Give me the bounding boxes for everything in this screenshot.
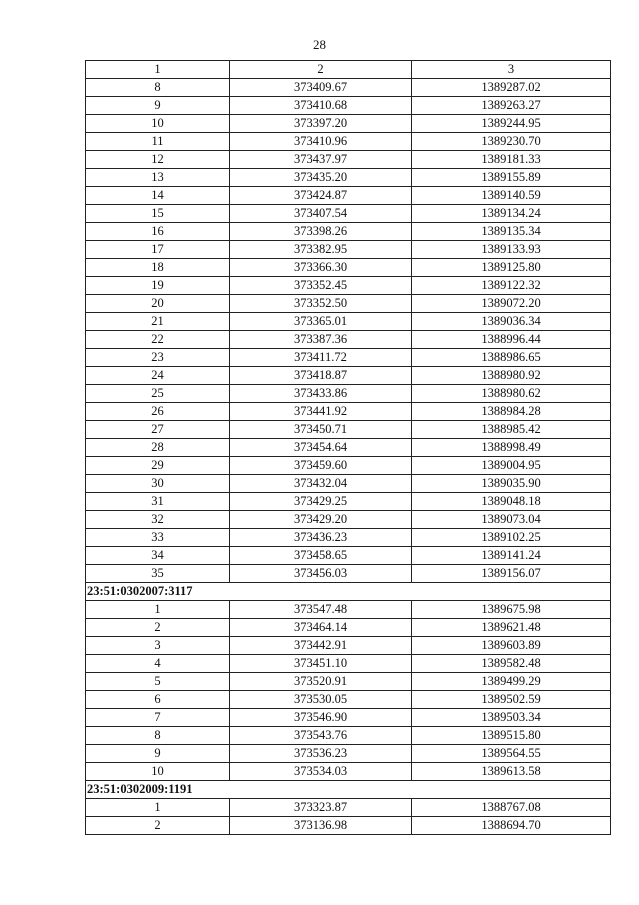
point-number-cell: 32 [86,511,230,529]
y-coordinate-cell: 1389603.89 [412,637,611,655]
x-coordinate-cell: 373429.20 [230,511,412,529]
x-coordinate-cell: 373543.76 [230,727,412,745]
point-number-cell: 11 [86,133,230,151]
y-coordinate-cell: 1389502.59 [412,691,611,709]
y-coordinate-cell: 1388694.70 [412,817,611,835]
point-number-cell: 9 [86,745,230,763]
column-header-y: 3 [412,61,611,79]
x-coordinate-cell: 373382.95 [230,241,412,259]
point-number-cell: 10 [86,763,230,781]
y-coordinate-cell: 1389582.48 [412,655,611,673]
y-coordinate-cell: 1389004.95 [412,457,611,475]
x-coordinate-cell: 373418.87 [230,367,412,385]
table-row [86,673,611,691]
x-coordinate-cell: 373424.87 [230,187,412,205]
point-number-cell: 12 [86,151,230,169]
y-coordinate-cell: 1388986.65 [412,349,611,367]
point-number-cell: 27 [86,421,230,439]
point-number-cell: 17 [86,241,230,259]
point-number-cell: 26 [86,403,230,421]
x-coordinate-cell: 373536.23 [230,745,412,763]
y-coordinate-cell: 1389244.95 [412,115,611,133]
x-coordinate-cell: 373411.72 [230,349,412,367]
y-coordinate-cell: 1389675.98 [412,601,611,619]
y-coordinate-cell: 1389564.55 [412,745,611,763]
table-row [86,403,611,421]
y-coordinate-cell: 1389135.34 [412,223,611,241]
x-coordinate-cell: 373407.54 [230,205,412,223]
table-row [86,493,611,511]
x-coordinate-cell: 373387.36 [230,331,412,349]
x-coordinate-cell: 373464.14 [230,619,412,637]
point-number-cell: 8 [86,727,230,745]
table-row [86,691,611,709]
table-row [86,601,611,619]
point-number-cell: 2 [86,817,230,835]
point-number-cell: 3 [86,637,230,655]
table-row [86,97,611,115]
y-coordinate-cell: 1389102.25 [412,529,611,547]
y-coordinate-cell: 1389125.80 [412,259,611,277]
coordinates-table [85,60,611,835]
y-coordinate-cell: 1389134.24 [412,205,611,223]
y-coordinate-cell: 1389263.27 [412,97,611,115]
x-coordinate-cell: 373451.10 [230,655,412,673]
y-coordinate-cell: 1388985.42 [412,421,611,439]
x-coordinate-cell: 373534.03 [230,763,412,781]
x-coordinate-cell: 373352.45 [230,277,412,295]
point-number-cell: 33 [86,529,230,547]
y-coordinate-cell: 1389613.58 [412,763,611,781]
table-row [86,439,611,457]
table-row [86,331,611,349]
table-row [86,205,611,223]
cadastral-number-label: 23:51:0302007:3117 [86,583,611,601]
x-coordinate-cell: 373433.86 [230,385,412,403]
point-number-cell: 24 [86,367,230,385]
table-section-row [86,583,611,601]
y-coordinate-cell: 1388996.44 [412,331,611,349]
table-row [86,223,611,241]
x-coordinate-cell: 373397.20 [230,115,412,133]
x-coordinate-cell: 373323.87 [230,799,412,817]
point-number-cell: 8 [86,79,230,97]
table-row [86,115,611,133]
x-coordinate-cell: 373435.20 [230,169,412,187]
point-number-cell: 14 [86,187,230,205]
table-row [86,619,611,637]
point-number-cell: 1 [86,799,230,817]
y-coordinate-cell: 1389036.34 [412,313,611,331]
x-coordinate-cell: 373459.60 [230,457,412,475]
x-coordinate-cell: 373456.03 [230,565,412,583]
table-row [86,817,611,835]
point-number-cell: 13 [86,169,230,187]
y-coordinate-cell: 1389287.02 [412,79,611,97]
table-row [86,295,611,313]
table-row [86,421,611,439]
y-coordinate-cell: 1388767.08 [412,799,611,817]
table-row [86,169,611,187]
x-coordinate-cell: 373546.90 [230,709,412,727]
table-header-row [86,61,611,79]
y-coordinate-cell: 1389072.20 [412,295,611,313]
y-coordinate-cell: 1389515.80 [412,727,611,745]
coordinates-table-body [86,61,611,835]
point-number-cell: 19 [86,277,230,295]
point-number-cell: 15 [86,205,230,223]
table-row [86,79,611,97]
table-row [86,799,611,817]
y-coordinate-cell: 1389140.59 [412,187,611,205]
point-number-cell: 28 [86,439,230,457]
point-number-cell: 2 [86,619,230,637]
point-number-cell: 25 [86,385,230,403]
table-row [86,133,611,151]
table-row [86,457,611,475]
table-row [86,349,611,367]
point-number-cell: 6 [86,691,230,709]
point-number-cell: 30 [86,475,230,493]
y-coordinate-cell: 1388980.62 [412,385,611,403]
table-row [86,151,611,169]
x-coordinate-cell: 373450.71 [230,421,412,439]
x-coordinate-cell: 373442.91 [230,637,412,655]
table-row [86,763,611,781]
point-number-cell: 22 [86,331,230,349]
x-coordinate-cell: 373432.04 [230,475,412,493]
point-number-cell: 1 [86,601,230,619]
table-row [86,367,611,385]
x-coordinate-cell: 373365.01 [230,313,412,331]
x-coordinate-cell: 373136.98 [230,817,412,835]
point-number-cell: 31 [86,493,230,511]
x-coordinate-cell: 373520.91 [230,673,412,691]
column-header-number: 1 [86,61,230,79]
x-coordinate-cell: 373454.64 [230,439,412,457]
x-coordinate-cell: 373436.23 [230,529,412,547]
x-coordinate-cell: 373441.92 [230,403,412,421]
table-row [86,511,611,529]
x-coordinate-cell: 373410.68 [230,97,412,115]
table-row [86,187,611,205]
y-coordinate-cell: 1389621.48 [412,619,611,637]
y-coordinate-cell: 1389133.93 [412,241,611,259]
x-coordinate-cell: 373429.25 [230,493,412,511]
x-coordinate-cell: 373410.96 [230,133,412,151]
table-row [86,709,611,727]
x-coordinate-cell: 373530.05 [230,691,412,709]
y-coordinate-cell: 1389156.07 [412,565,611,583]
point-number-cell: 18 [86,259,230,277]
table-row [86,565,611,583]
table-row [86,313,611,331]
table-row [86,745,611,763]
y-coordinate-cell: 1388984.28 [412,403,611,421]
point-number-cell: 20 [86,295,230,313]
point-number-cell: 9 [86,97,230,115]
y-coordinate-cell: 1388980.92 [412,367,611,385]
table-row [86,727,611,745]
page-number: 28 [313,37,326,52]
point-number-cell: 21 [86,313,230,331]
table-row [86,241,611,259]
table-row [86,385,611,403]
x-coordinate-cell: 373409.67 [230,79,412,97]
point-number-cell: 29 [86,457,230,475]
x-coordinate-cell: 373398.26 [230,223,412,241]
point-number-cell: 5 [86,673,230,691]
x-coordinate-cell: 373437.97 [230,151,412,169]
point-number-cell: 16 [86,223,230,241]
y-coordinate-cell: 1389499.29 [412,673,611,691]
table-section-row [86,781,611,799]
point-number-cell: 34 [86,547,230,565]
point-number-cell: 35 [86,565,230,583]
x-coordinate-cell: 373366.30 [230,259,412,277]
point-number-cell: 4 [86,655,230,673]
table-row [86,475,611,493]
y-coordinate-cell: 1388998.49 [412,439,611,457]
point-number-cell: 23 [86,349,230,367]
table-row [86,547,611,565]
table-row [86,259,611,277]
y-coordinate-cell: 1389230.70 [412,133,611,151]
x-coordinate-cell: 373352.50 [230,295,412,313]
y-coordinate-cell: 1389141.24 [412,547,611,565]
y-coordinate-cell: 1389503.34 [412,709,611,727]
table-row [86,529,611,547]
x-coordinate-cell: 373458.65 [230,547,412,565]
y-coordinate-cell: 1389048.18 [412,493,611,511]
point-number-cell: 10 [86,115,230,133]
y-coordinate-cell: 1389035.90 [412,475,611,493]
y-coordinate-cell: 1389155.89 [412,169,611,187]
y-coordinate-cell: 1389122.32 [412,277,611,295]
table-row [86,277,611,295]
cadastral-number-label: 23:51:0302009:1191 [86,781,611,799]
y-coordinate-cell: 1389073.04 [412,511,611,529]
point-number-cell: 7 [86,709,230,727]
x-coordinate-cell: 373547.48 [230,601,412,619]
table-row [86,637,611,655]
column-header-x: 2 [230,61,412,79]
y-coordinate-cell: 1389181.33 [412,151,611,169]
table-row [86,655,611,673]
